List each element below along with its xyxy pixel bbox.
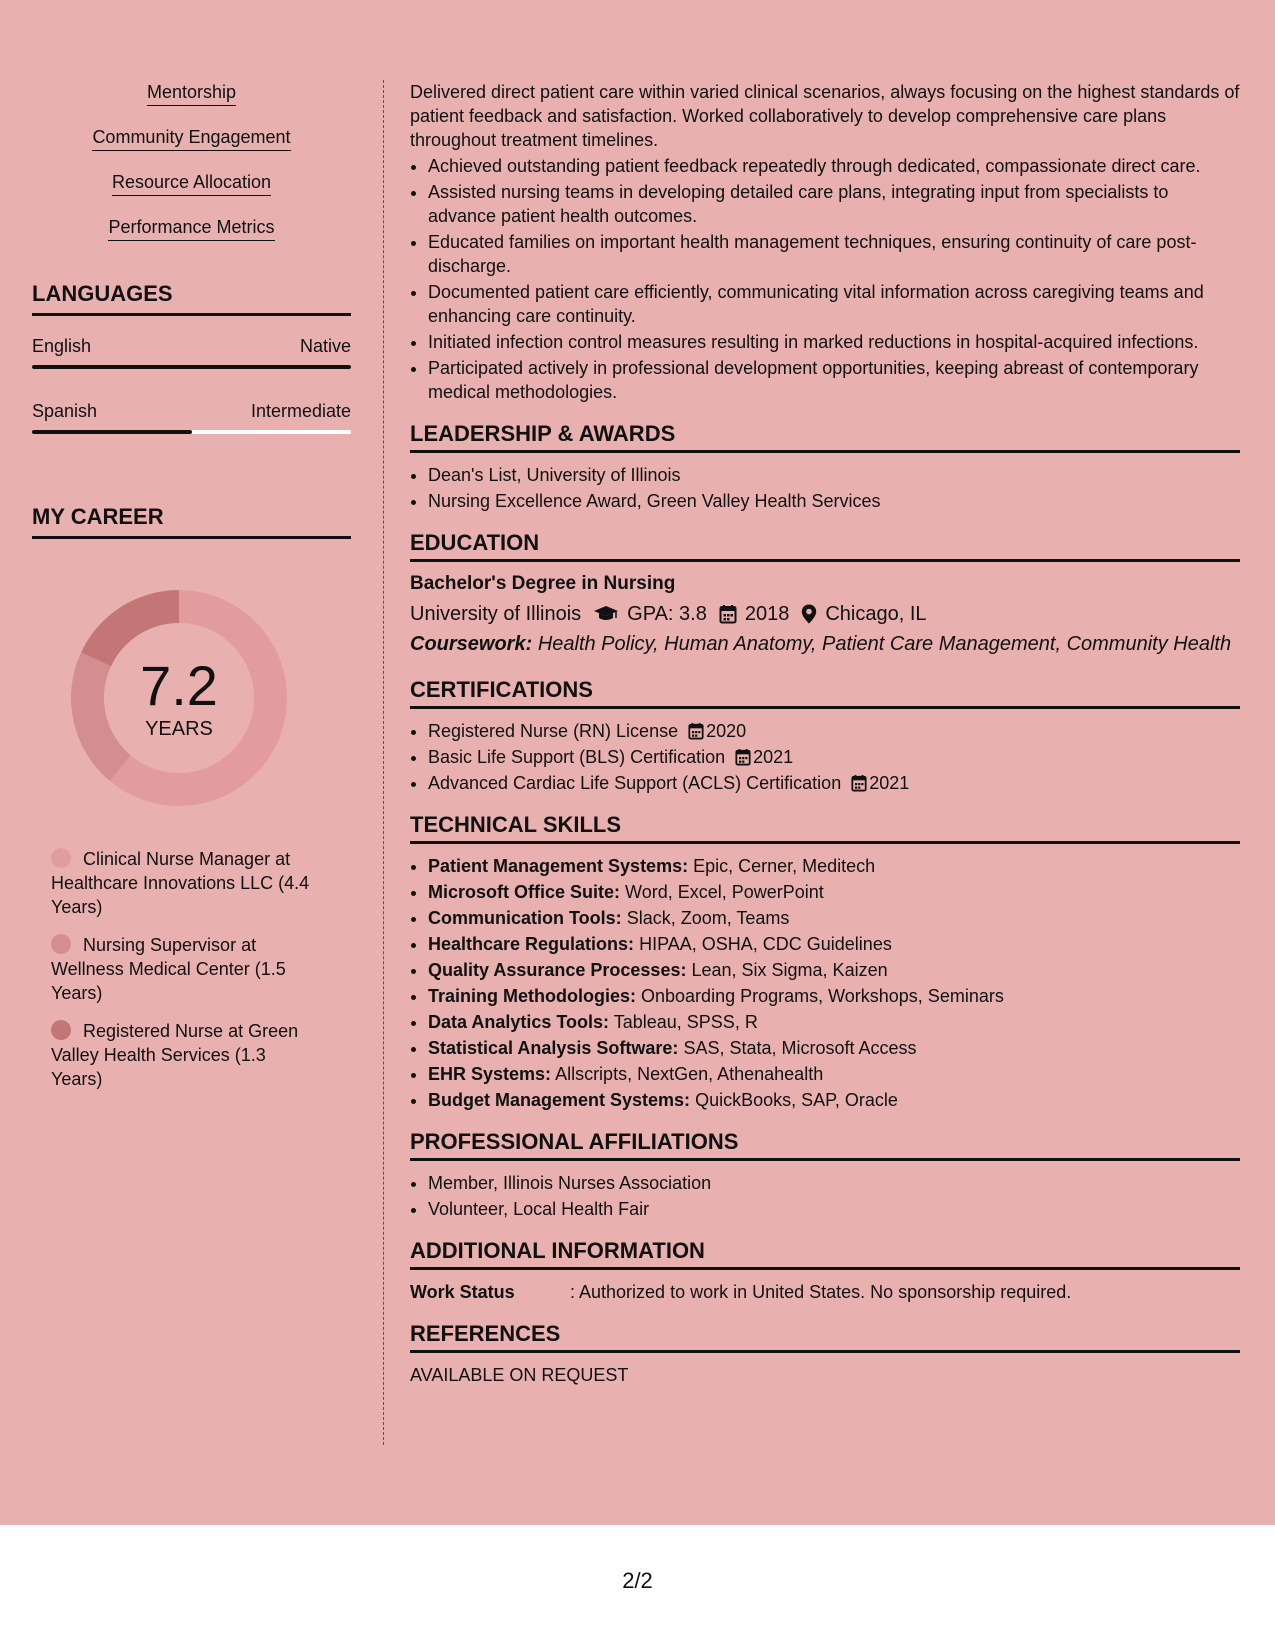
career-total-years: 7.2 xyxy=(140,653,218,717)
language-english xyxy=(32,336,351,369)
technical-skill-item xyxy=(428,1036,1240,1060)
technical-skill-value: Lean, Six Sigma, Kaizen xyxy=(691,960,888,980)
experience-bullet: • Participated actively in professional development opportunities, keeping abreast of contemporary medical methodologies. xyxy=(428,356,1240,404)
certification-name: Basic Life Support (BLS) Certification xyxy=(428,747,726,767)
technical-skill-item xyxy=(428,854,1240,878)
languages-heading: LANGUAGES xyxy=(32,281,351,316)
skill-label: Community Engagement xyxy=(92,125,290,151)
technical-skill-value: Onboarding Programs, Workshops, Seminars xyxy=(641,986,1004,1006)
calendar-icon xyxy=(735,748,751,766)
technical-skill-label: Quality Assurance Processes: xyxy=(428,960,687,980)
legend-dot xyxy=(51,848,71,868)
technical-skill-item xyxy=(428,1062,1240,1086)
affiliations-list xyxy=(410,1171,1240,1221)
technical-skill-label: Communication Tools: xyxy=(428,908,622,928)
career-legend-item xyxy=(51,933,321,1005)
coursework-label: Coursework: xyxy=(410,633,533,655)
education-gpa: GPA: 3.8 xyxy=(627,603,707,625)
work-status-row xyxy=(410,1280,1240,1304)
technical-skill-value: Tableau, SPSS, R xyxy=(613,1012,758,1032)
experience-bullet: • Achieved outstanding patient feedback repeatedly through dedicated, compassionate direct care. xyxy=(428,154,1240,178)
donut-center xyxy=(64,583,294,813)
technical-skill-label: Budget Management Systems: xyxy=(428,1090,691,1110)
legend-label: Nursing Supervisor at Wellness Medical Center (1.5 Years) xyxy=(51,935,286,1003)
language-level: Intermediate xyxy=(250,401,351,421)
technical-skill-label: Statistical Analysis Software: xyxy=(428,1038,679,1058)
technical-skill-value: SAS, Stata, Microsoft Access xyxy=(683,1038,917,1058)
location-pin-icon xyxy=(801,604,817,624)
skills-list xyxy=(32,80,351,243)
affiliations-heading: PROFESSIONAL AFFILIATIONS xyxy=(410,1130,1240,1161)
skill-item xyxy=(32,80,351,108)
education-coursework xyxy=(410,632,1240,656)
legend-dot xyxy=(51,934,71,954)
experience-bullet: • Documented patient care efficiently, communicating vital information across caregiving teams and enhancing care continuity. xyxy=(428,280,1240,328)
legend-dot xyxy=(51,1020,71,1040)
skill-label: Resource Allocation xyxy=(112,170,271,196)
right-column xyxy=(410,80,1240,1387)
career-years-unit: YEARS xyxy=(145,717,213,740)
awards-heading: LEADERSHIP & AWARDS xyxy=(410,422,1240,453)
language-bar xyxy=(32,365,351,369)
awards-list xyxy=(410,463,1240,513)
technical-skill-label: Microsoft Office Suite: xyxy=(428,882,621,902)
skill-item xyxy=(32,125,351,153)
certification-item xyxy=(428,745,1240,769)
legend-label: Clinical Nurse Manager at Healthcare Innovations LLC (4.4 Years) xyxy=(51,849,310,917)
certifications-list xyxy=(410,719,1240,795)
career-heading: MY CAREER xyxy=(32,504,351,539)
language-bar-fill xyxy=(32,365,351,369)
left-column xyxy=(32,80,351,1105)
graduation-cap-icon xyxy=(593,605,619,623)
education-school: University of Illinois xyxy=(410,603,582,625)
page-number: 2/2 xyxy=(622,1568,653,1593)
technical-skill-item xyxy=(428,984,1240,1008)
skill-item xyxy=(32,215,351,243)
calendar-icon xyxy=(851,774,867,792)
technical-skill-item xyxy=(428,880,1240,904)
certification-year: 2020 xyxy=(706,721,747,741)
career-legend-item xyxy=(51,847,321,919)
legend-label: Registered Nurse at Green Valley Health Services (1.3 Years) xyxy=(51,1021,299,1089)
language-name: English xyxy=(32,336,92,356)
technical-skill-item xyxy=(428,1088,1240,1112)
technical-skill-label: Training Methodologies: xyxy=(428,986,636,1006)
technical-skill-label: Patient Management Systems: xyxy=(428,856,689,876)
technical-skill-value: Allscripts, NextGen, Athenahealth xyxy=(555,1064,824,1084)
technical-skill-label: Data Analytics Tools: xyxy=(428,1012,610,1032)
skill-label: Mentorship xyxy=(147,80,236,106)
technical-skill-label: EHR Systems: xyxy=(428,1064,552,1084)
certification-item xyxy=(428,771,1240,795)
technical-skill-item xyxy=(428,958,1240,982)
references-heading: REFERENCES xyxy=(410,1322,1240,1353)
additional-info-heading: ADDITIONAL INFORMATION xyxy=(410,1239,1240,1270)
technical-skills-list xyxy=(410,854,1240,1112)
education-heading: EDUCATION xyxy=(410,531,1240,562)
language-level: Native xyxy=(299,336,351,356)
career-legend-item xyxy=(51,1019,321,1091)
skill-item xyxy=(32,170,351,198)
education-details xyxy=(410,602,1240,626)
certifications-heading: CERTIFICATIONS xyxy=(410,678,1240,709)
experience-bullet: • Educated families on important health management techniques, ensuring continuity of care post-discharge. xyxy=(428,230,1240,278)
technical-skill-value: HIPAA, OSHA, CDC Guidelines xyxy=(639,934,892,954)
coursework-value: Health Policy, Human Anatomy, Patient Care Management, Community Health xyxy=(537,633,1232,655)
affiliation-item: • Volunteer, Local Health Fair xyxy=(428,1197,1240,1221)
affiliation-item: • Member, Illinois Nurses Association xyxy=(428,1171,1240,1195)
award-item: • Dean's List, University of Illinois xyxy=(428,463,1240,487)
certification-item xyxy=(428,719,1240,743)
language-bar xyxy=(32,430,351,434)
certification-name: Registered Nurse (RN) License xyxy=(428,721,679,741)
technical-skill-item xyxy=(428,932,1240,956)
award-item: • Nursing Excellence Award, Green Valley Health Services xyxy=(428,489,1240,513)
education-degree: Bachelor's Degree in Nursing xyxy=(410,573,676,594)
certification-year: 2021 xyxy=(753,747,794,767)
education-location: Chicago, IL xyxy=(825,603,927,625)
experience-bullets xyxy=(410,154,1240,404)
experience-bullet: • Initiated infection control measures resulting in marked reductions in hospital-acquired infections. xyxy=(428,330,1240,354)
technical-skills-heading: TECHNICAL SKILLS xyxy=(410,813,1240,844)
work-status-label: Work Status xyxy=(410,1282,515,1302)
skill-label: Performance Metrics xyxy=(108,215,274,241)
technical-skill-value: Slack, Zoom, Teams xyxy=(626,908,790,928)
certification-name: Advanced Cardiac Life Support (ACLS) Certification xyxy=(428,773,842,793)
technical-skill-value: Word, Excel, PowerPoint xyxy=(625,882,824,902)
certification-year: 2021 xyxy=(869,773,910,793)
calendar-icon xyxy=(719,604,737,624)
calendar-icon xyxy=(688,722,704,740)
column-divider xyxy=(383,80,384,1445)
career-legend xyxy=(32,847,351,1091)
references-text: AVAILABLE ON REQUEST xyxy=(410,1365,629,1385)
career-donut-chart xyxy=(64,583,294,813)
technical-skill-value: Epic, Cerner, Meditech xyxy=(693,856,876,876)
technical-skill-value: QuickBooks, SAP, Oracle xyxy=(695,1090,898,1110)
experience-intro: Delivered direct patient care within varied clinical scenarios, always focusing on the highest standards of patient feedback and satisfaction. Worked collaboratively to develop comprehensive care plans throughout treatment timelines. xyxy=(410,82,1240,150)
experience-bullet: • Assisted nursing teams in developing detailed care plans, integrating input from specialists to advance patient health outcomes. xyxy=(428,180,1240,228)
language-bar-fill xyxy=(32,430,192,434)
work-status-value: : Authorized to work in United States. No sponsorship required. xyxy=(570,1282,1072,1302)
education-year: 2018 xyxy=(744,603,790,625)
technical-skill-item xyxy=(428,906,1240,930)
language-spanish xyxy=(32,401,351,434)
technical-skill-item xyxy=(428,1010,1240,1034)
language-name: Spanish xyxy=(32,401,98,421)
technical-skill-label: Healthcare Regulations: xyxy=(428,934,635,954)
